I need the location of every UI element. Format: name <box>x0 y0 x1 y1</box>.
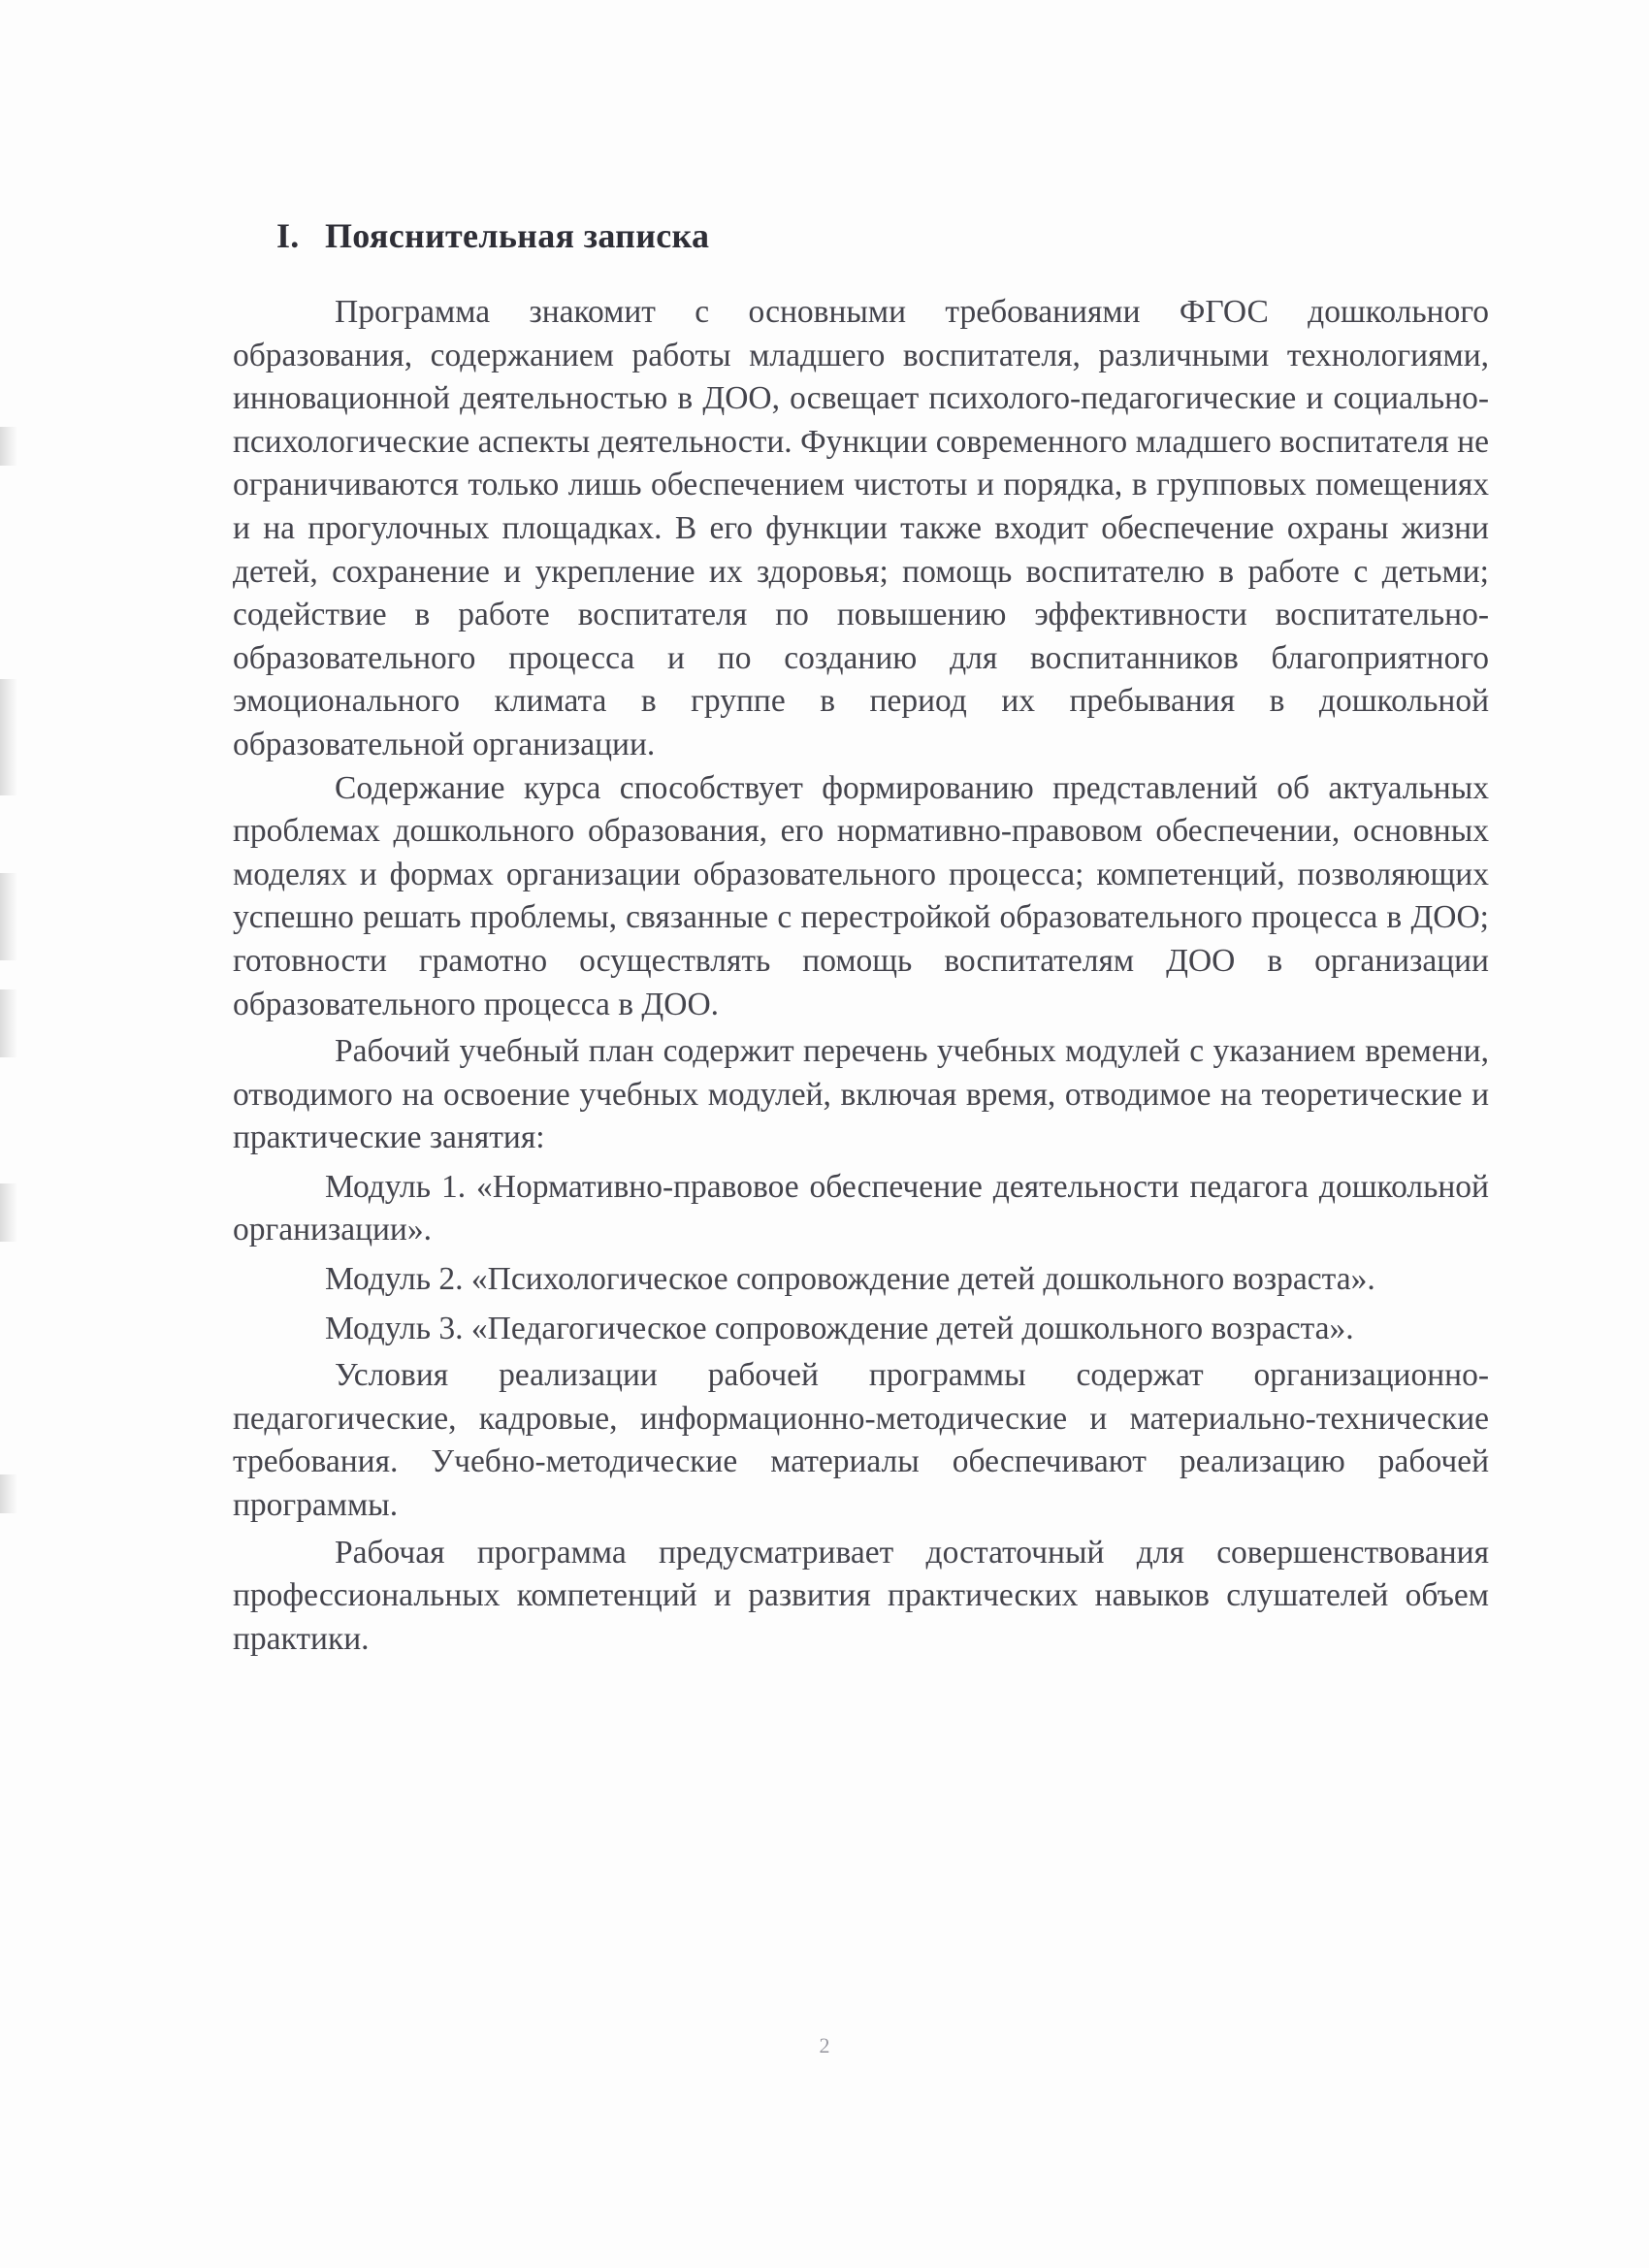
module-item: Модуль 1. «Нормативно-правовое обеспечение деятельности педагога дошкольной организации». <box>233 1168 1489 1248</box>
module-item: Модуль 2. «Психологическое сопровождение детей дошкольного возраста». <box>325 1261 1375 1298</box>
scan-shadow <box>0 989 17 1057</box>
scan-shadow <box>0 1474 17 1513</box>
paragraph: Программа знакомит с основными требованиями ФГОС дошкольного образования, содержанием работы младшего воспитателя, различными технологиями, инновационной деятельностью в ДОО, освещает психолого-педагогические и социально-психологические аспекты деятельности. Функции современного младшего воспитателя не ограничиваются только лишь обеспечением чистоты и порядка, в групповых помещениях и на прогулочных площадках. В его функции также входит обеспечение охраны жизни детей, сохранение и укрепление их здоровья; помощь воспитателю в работе с детьми; содействие в работе воспитателя по повышению эффективности воспитательно-образовательного процесса и по созданию для воспитанников благоприятного эмоционального климата в группе в период их пребывания в дошкольной образовательной организации. <box>233 294 1489 762</box>
scan-shadow <box>0 873 17 960</box>
module-item: Модуль 3. «Педагогическое сопровождение детей дошкольного возраста». <box>325 1310 1354 1346</box>
section-title: Пояснительная записка <box>325 216 710 255</box>
section-number: I. <box>276 216 300 255</box>
scan-shadow <box>0 679 17 795</box>
page-number: 2 <box>819 2033 830 2057</box>
paragraph: Рабочая программа предусматривает достаточный для совершенствования профессиональных компетенций и развития практических навыков слушателей объем практики. <box>233 1534 1489 1657</box>
scan-shadow <box>0 1183 17 1242</box>
document-body <box>233 291 1489 1661</box>
paragraph: Рабочий учебный план содержит перечень учебных модулей с указанием времени, отводимого на освоение учебных модулей, включая время, отводимое на теоретические и практические занятия: <box>233 1033 1489 1156</box>
scan-shadow <box>0 427 17 466</box>
section-heading <box>276 215 709 256</box>
paragraph: Содержание курса способствует формированию представлений об актуальных проблемах дошкольного образования, его нормативно-правовом обеспечении, основных моделях и формах организации образовательного процесса; компетенций, позволяющих успешно решать проблемы, связанные с перестройкой образовательного процесса в ДОО; готовности грамотно осуществлять помощь воспитателям ДОО в организации образовательного процесса в ДОО. <box>233 769 1489 1022</box>
paragraph: Условия реализации рабочей программы содержат организационно-педагогические, кадровые, информационно-методические и материально-технические требования. Учебно-методические материалы обеспечивают реализацию рабочей программы. <box>233 1357 1489 1524</box>
